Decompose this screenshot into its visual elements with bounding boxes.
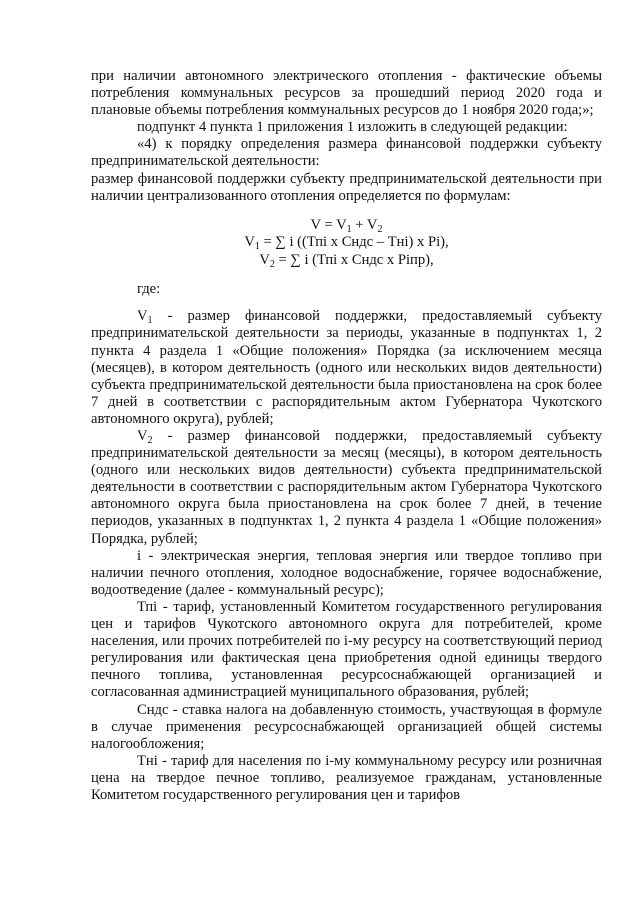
formula-total: $V = V_1 + V_2$ — [310, 216, 383, 235]
where-label: где: — [137, 281, 161, 298]
paragraph-subpoint-4: подпункт 4 пункта 1 приложения 1 изложить в следующей редакции: — [137, 119, 568, 136]
paragraph-heating: при наличии автономного электрического отопления - фактические объемы потребления коммунальных ресурсов за прошедший период 2020 года и плановые объемы потребления коммунальных ресурсов до 1 ноября 2020 года;»; — [91, 68, 602, 119]
definition-tni: Тнi - тариф для населения по i-му коммунальному ресурсу или розничная цена на твердое печное топливо, реализуемое гражданам, установленные Комитетом государственного регулирования цен и тарифов — [91, 752, 602, 803]
document-body — [91, 68, 602, 804]
formula-block — [91, 217, 602, 270]
definition-cnds: Cндс - ставка налога на добавленную стоимость, участвующая в формуле в случае применения ресурсоснабжающей организацией общей системы налогообложения; — [91, 701, 602, 752]
spacer — [91, 298, 602, 308]
paragraph-formula-intro: размер финансовой поддержки субъекту предпринимательской деятельности при наличии централизованного отопления определяется по формулам: — [91, 170, 602, 204]
formula-v1: $V_1$ = ∑ i ((Тпi x Cндс – Тнi) x Pi), — [244, 234, 449, 253]
formula-v2: $V_2$ = ∑ i (Тпi x Cндс x Piпр), — [259, 251, 434, 270]
definition-tpi: Тпi - тариф, установленный Комитетом государственного регулирования цен и тарифов Чукотского автономного округа для потребителей, кроме населения, или прочих потребителей по i-му ресурсу на соответствующий период регулирования или фактическая цена приобретения одной единицы твердого печного топлива, установленная ресурсоснабжающей организацией и согласованная администрацией муниципального образования, рублей; — [91, 598, 602, 701]
definition-i: i - электрическая энергия, тепловая энергия или твердое топливо при наличии печного отопления, холодное водоснабжение, горячее водоснабжение, водоотведение (далее - коммунальный ресурс); — [91, 547, 602, 598]
definition-v2: $V_2$ - размер финансовой поддержки, предоставляемый субъекту предпринимательской деятельности за месяц (месяцы), в котором деятельность (одного или нескольких видов деятельности) субъекта предпринимательской деятельности в соответствии с распорядительным актом Губернатора Чукотского автономного округа была приостановлена на срок более 7 дней, в течение периодов, указанных в подпунктах 1, 2 пункта 4 раздела 1 «Общие положения» Порядка, рублей; — [91, 428, 602, 547]
paragraph-procedure-heading: «4) к порядку определения размера финансовой поддержки субъекту предпринимательской деятельности: — [91, 136, 602, 170]
definition-v1: $V_1$ - размер финансовой поддержки, предоставляемый субъекту предпринимательской деятельности за периоды, указанные в подпунктах 1, 2 пункта 4 раздела 1 «Общие положения» Порядка (за исключением месяца (месяцев), в котором деятельность (одного или нескольких видов деятельности) субъекта предпринимательской деятельности была приостановлена на срок более 7 дней в соответствии с распорядительным актом Губернатора Чукотского автономного округа), рублей; — [91, 308, 602, 427]
